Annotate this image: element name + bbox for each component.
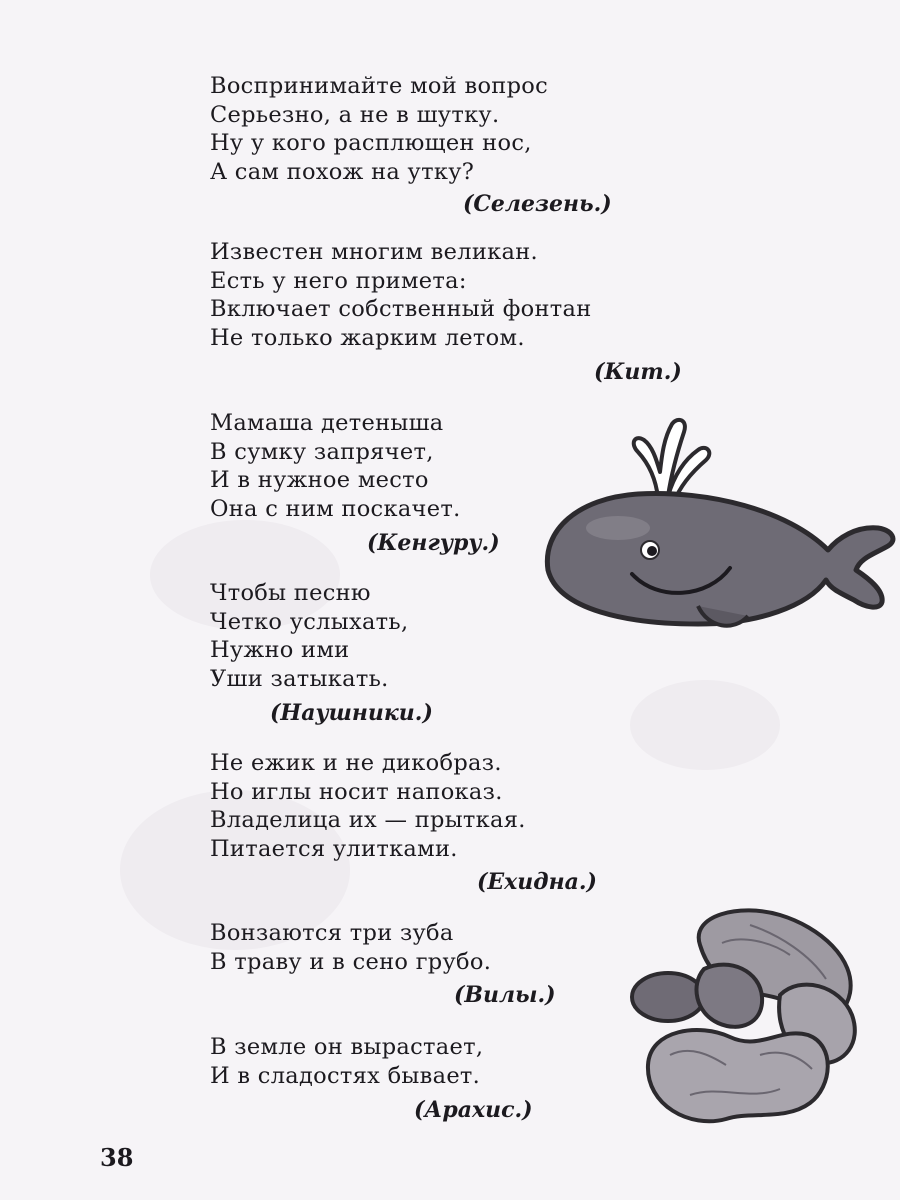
riddle-line: Есть у него примета: — [210, 267, 467, 294]
riddle-line: Она с ним поскачет. — [210, 495, 461, 522]
riddle-answer: (Наушники.) — [270, 700, 433, 726]
riddle-line: Мамаша детеныша — [210, 410, 444, 436]
riddle-5 — [210, 749, 526, 863]
riddle-answer: (Ехидна.) — [477, 869, 597, 895]
riddle-1 — [210, 72, 548, 186]
riddle-line: Вонзаются три зуба — [210, 920, 454, 946]
riddle-line: Четко услыхать, — [210, 608, 409, 635]
riddle-line: В земле он вырастает, — [210, 1034, 484, 1060]
riddle-line: Но иглы носит напоказ. — [210, 778, 503, 805]
riddle-answer: (Кит.) — [594, 359, 682, 385]
riddle-line: Включает собственный фонтан — [210, 296, 592, 322]
riddle-line: И в сладостях бывает. — [210, 1062, 481, 1089]
bleed-through-shape — [630, 680, 780, 770]
riddle-answer: (Селезень.) — [463, 191, 612, 217]
riddle-7 — [210, 1033, 483, 1090]
riddle-line: Нужно ими — [210, 637, 350, 663]
riddle-3 — [210, 409, 461, 523]
riddle-6 — [210, 919, 491, 976]
riddle-line: Не ежик и не дикобраз. — [210, 750, 502, 776]
riddle-line: Уши затыкать. — [210, 665, 389, 692]
riddle-answer: (Арахис.) — [414, 1097, 533, 1123]
riddle-line: В сумку запрячет, — [210, 438, 434, 465]
riddle-4 — [210, 579, 408, 693]
riddle-line: Питается улитками. — [210, 835, 458, 862]
riddle-2 — [210, 238, 592, 352]
riddle-line: В траву и в сено грубо. — [210, 948, 492, 975]
whale-illustration — [538, 410, 900, 640]
riddle-line: Чтобы песню — [210, 580, 371, 606]
page-number: 38 — [100, 1143, 134, 1172]
riddle-answer: (Кенгуру.) — [367, 530, 500, 556]
riddle-line: Воспринимайте мой вопрос — [210, 73, 549, 99]
riddle-line: Ну у кого расплющен нос, — [210, 130, 532, 156]
riddle-answer: (Вилы.) — [454, 982, 556, 1008]
riddle-line: Не только жарким летом. — [210, 324, 525, 351]
riddle-line: А сам похож на утку? — [210, 158, 475, 185]
riddle-line: Серьезно, а не в шутку. — [210, 101, 500, 128]
riddle-line: Известен многим великан. — [210, 239, 538, 265]
riddle-line: И в нужное место — [210, 467, 429, 493]
riddle-line: Владелица их — прыткая. — [210, 807, 526, 833]
peanuts-illustration — [630, 905, 860, 1130]
